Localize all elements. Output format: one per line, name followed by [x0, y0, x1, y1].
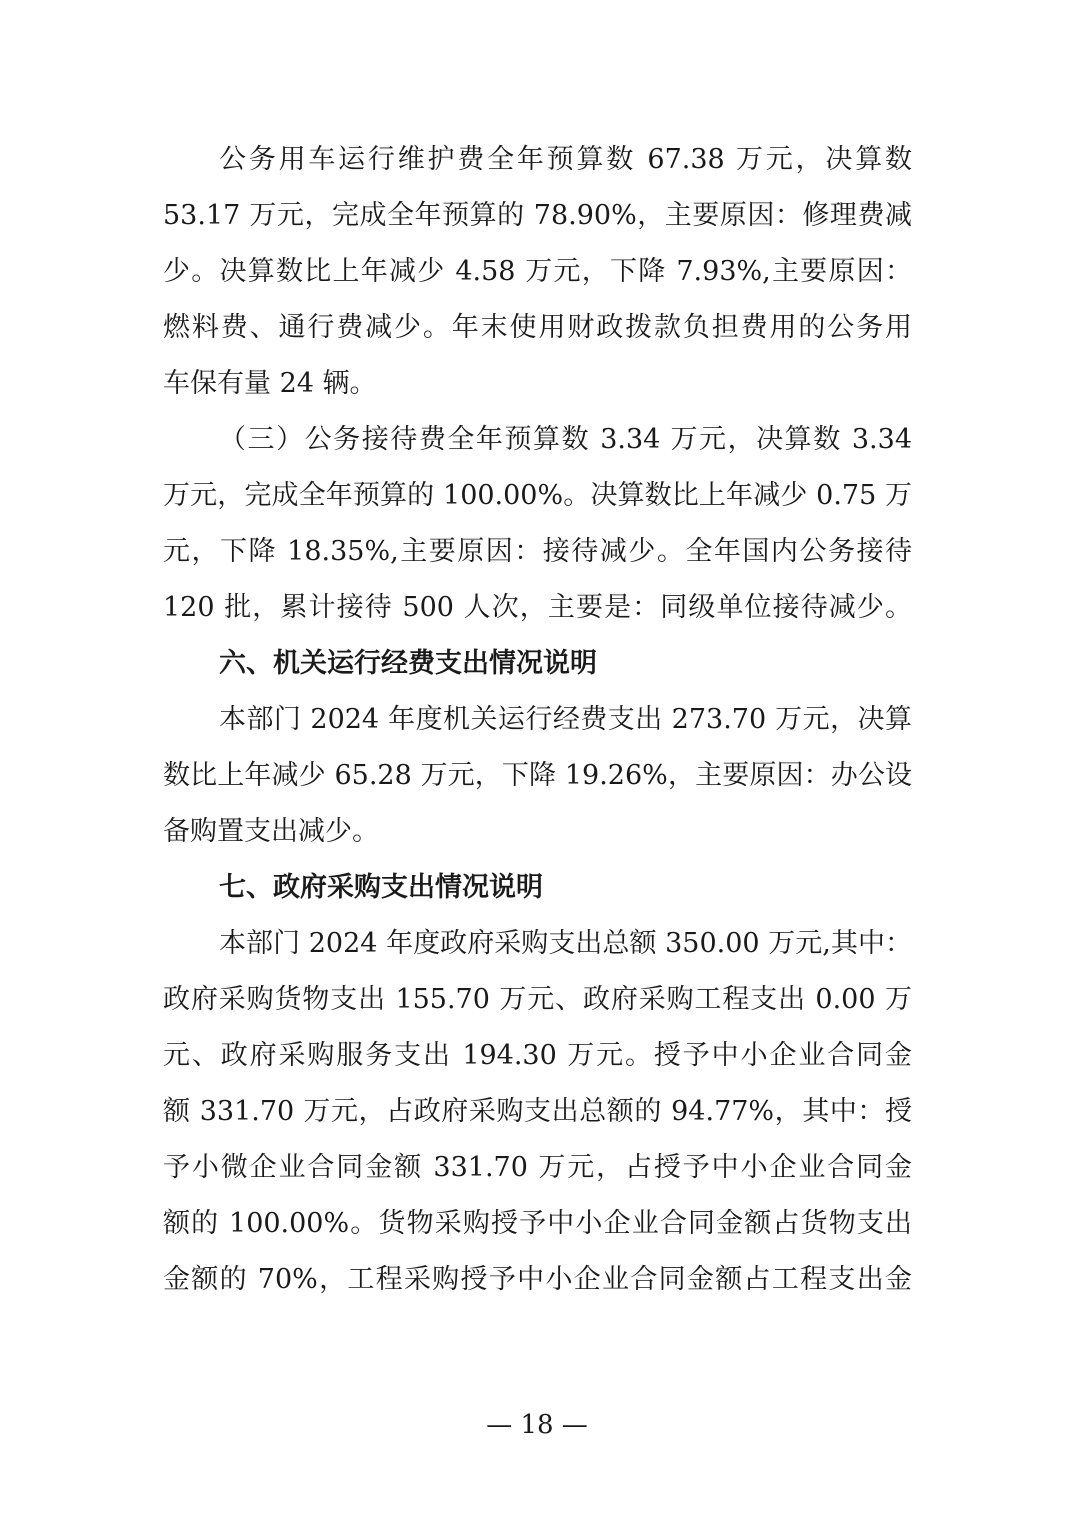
- text-line: 备购置支出减少。: [163, 816, 379, 847]
- section-heading: 六、机关运行经费支出情况说明: [219, 648, 597, 679]
- text-line: 政府采购货物支出 155.70 万元、政府采购工程支出 0.00 万: [163, 984, 912, 1015]
- text-line: 少。决算数比上年减少 4.58 万元，下降 7.93%,主要原因：: [163, 256, 912, 287]
- section-heading: 七、政府采购支出情况说明: [219, 872, 543, 903]
- text-line: 燃料费、通行费减少。年末使用财政拨款负担费用的公务用: [163, 312, 912, 343]
- text-line: 53.17 万元，完成全年预算的 78.90%，主要原因：修理费减: [163, 200, 912, 231]
- text-line: 公务用车运行维护费全年预算数 67.38 万元，决算数: [219, 144, 912, 175]
- text-line: 元，下降 18.35%,主要原因：接待减少。全年国内公务接待: [163, 536, 912, 567]
- text-line: 120 批，累计接待 500 人次，主要是：同级单位接待减少。: [163, 592, 912, 623]
- document-body: [163, 136, 912, 1312]
- text-line: 本部门 2024 年度政府采购支出总额 350.00 万元,其中：: [219, 928, 912, 959]
- text-line: 车保有量 24 辆。: [163, 368, 377, 399]
- text-line: 万元，完成全年预算的 100.00%。决算数比上年减少 0.75 万: [163, 480, 912, 511]
- text-line: 予小微企业合同金额 331.70 万元，占授予中小企业合同金: [163, 1152, 912, 1183]
- text-line: 元、政府采购服务支出 194.30 万元。授予中小企业合同金: [163, 1040, 912, 1071]
- text-line: 数比上年减少 65.28 万元，下降 19.26%，主要原因：办公设: [163, 760, 912, 791]
- text-line: 金额的 70%，工程采购授予中小企业合同金额占工程支出金: [163, 1264, 912, 1295]
- text-line: （三）公务接待费全年预算数 3.34 万元，决算数 3.34: [219, 424, 912, 455]
- text-line: 额的 100.00%。货物采购授予中小企业合同金额占货物支出: [163, 1208, 912, 1239]
- text-line: 额 331.70 万元，占政府采购支出总额的 94.77%，其中：授: [163, 1096, 912, 1127]
- page-number: — 18 —: [486, 1410, 588, 1440]
- text-line: 本部门 2024 年度机关运行经费支出 273.70 万元，决算: [219, 704, 912, 735]
